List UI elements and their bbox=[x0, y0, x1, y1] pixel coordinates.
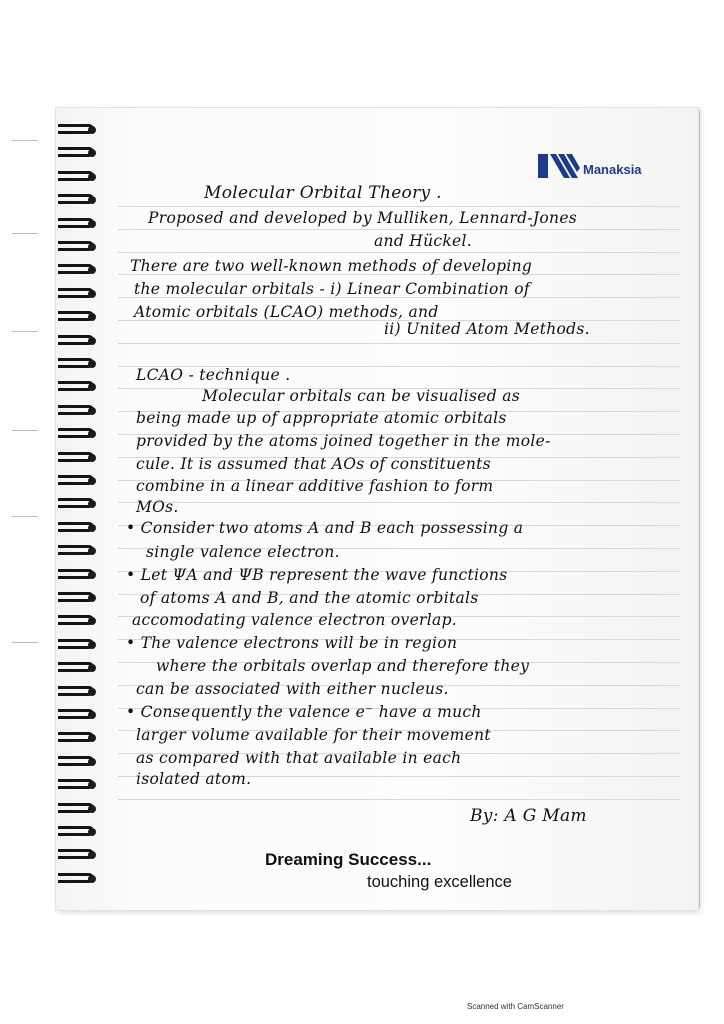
note-line: combine in a linear additive fashion to form bbox=[136, 477, 494, 495]
note-line: isolated atom. bbox=[136, 770, 252, 788]
spiral-coil bbox=[58, 358, 98, 371]
spiral-coil bbox=[58, 569, 98, 582]
spiral-coil bbox=[58, 849, 98, 862]
spiral-coil bbox=[58, 873, 98, 886]
note-line: There are two well-known methods of developing bbox=[130, 257, 533, 275]
logo-text: Manaksia bbox=[583, 162, 642, 177]
tagline-primary: Dreaming Success... bbox=[265, 850, 432, 869]
spiral-coil bbox=[58, 218, 98, 231]
note-section-heading: LCAO - technique . bbox=[136, 366, 291, 384]
note-line: provided by the atoms joined together in the mole- bbox=[136, 432, 551, 450]
manaksia-logo-icon bbox=[536, 150, 580, 180]
spiral-coil bbox=[58, 756, 98, 769]
spiral-coil bbox=[58, 592, 98, 605]
spiral-coil bbox=[58, 709, 98, 722]
note-bullet: • Consider two atoms A and B each possessing a bbox=[126, 519, 524, 537]
ruled-line bbox=[118, 799, 680, 800]
note-bullet: • Consequently the valence e⁻ have a much bbox=[126, 703, 482, 721]
spiral-coil bbox=[58, 803, 98, 816]
margin-dash bbox=[12, 140, 38, 141]
spiral-coil bbox=[58, 428, 98, 441]
spiral-coil bbox=[58, 335, 98, 348]
note-line: larger volume available for their movement bbox=[136, 726, 491, 744]
margin-dash bbox=[12, 516, 38, 517]
note-line: Molecular orbitals can be visualised as bbox=[202, 387, 520, 405]
spiral-coil bbox=[58, 264, 98, 277]
tagline-secondary: touching excellence bbox=[367, 873, 512, 891]
ruled-line bbox=[118, 502, 680, 503]
ruled-line bbox=[118, 206, 680, 207]
spiral-coil bbox=[58, 124, 98, 137]
spiral-coil bbox=[58, 171, 98, 184]
note-line: MOs. bbox=[136, 498, 179, 516]
spiral-coil bbox=[58, 147, 98, 160]
spiral-coil bbox=[58, 405, 98, 418]
margin-dash bbox=[12, 430, 38, 431]
spiral-coil bbox=[58, 522, 98, 535]
note-line: the molecular orbitals - i) Linear Combination of bbox=[134, 280, 530, 298]
spiral-coil bbox=[58, 381, 98, 394]
spiral-coil bbox=[58, 545, 98, 558]
margin-dash bbox=[12, 233, 38, 234]
spiral-coil bbox=[58, 194, 98, 207]
margin-dash bbox=[12, 642, 38, 643]
note-line: as compared with that available in each bbox=[136, 749, 462, 767]
spiral-coil bbox=[58, 241, 98, 254]
note-line: cule. It is assumed that AOs of constituents bbox=[136, 455, 491, 473]
note-line: Proposed and developed by Mulliken, Lennard-Jones bbox=[148, 209, 578, 227]
ruled-line bbox=[118, 252, 680, 253]
note-line: can be associated with either nucleus. bbox=[136, 680, 449, 698]
spiral-coil bbox=[58, 779, 98, 792]
note-line: Atomic orbitals (LCAO) methods, and bbox=[134, 303, 439, 321]
note-line: being made up of appropriate atomic orbitals bbox=[136, 409, 507, 427]
spiral-coil bbox=[58, 288, 98, 301]
margin-dash bbox=[12, 331, 38, 332]
spiral-coil bbox=[58, 311, 98, 324]
manaksia-logo bbox=[536, 150, 656, 180]
spiral-coil bbox=[58, 639, 98, 652]
note-title: Molecular Orbital Theory . bbox=[204, 183, 442, 203]
spiral-coil bbox=[58, 475, 98, 488]
spiral-coil bbox=[58, 686, 98, 699]
note-line: and Hückel. bbox=[374, 232, 473, 250]
spiral-coil bbox=[58, 662, 98, 675]
spiral-coil bbox=[58, 498, 98, 511]
ruled-line bbox=[118, 343, 680, 344]
note-bullet: • The valence electrons will be in region bbox=[126, 634, 458, 652]
spiral-coil bbox=[58, 732, 98, 745]
spiral-coil bbox=[58, 452, 98, 465]
note-line: accomodating valence electron overlap. bbox=[132, 611, 458, 629]
spiral-coil bbox=[58, 615, 98, 628]
ruled-line bbox=[118, 229, 680, 230]
note-line: ii) United Atom Methods. bbox=[384, 320, 590, 338]
signature: By: A G Mam bbox=[470, 806, 587, 826]
note-line: of atoms A and B, and the atomic orbitals bbox=[140, 589, 479, 607]
note-line: where the orbitals overlap and therefore they bbox=[156, 657, 530, 675]
scanner-watermark: Scanned with CamScanner bbox=[467, 1002, 564, 1011]
note-line: single valence electron. bbox=[146, 543, 340, 561]
note-bullet: • Let ΨA and ΨB represent the wave functions bbox=[126, 566, 508, 584]
spiral-coil bbox=[58, 826, 98, 839]
